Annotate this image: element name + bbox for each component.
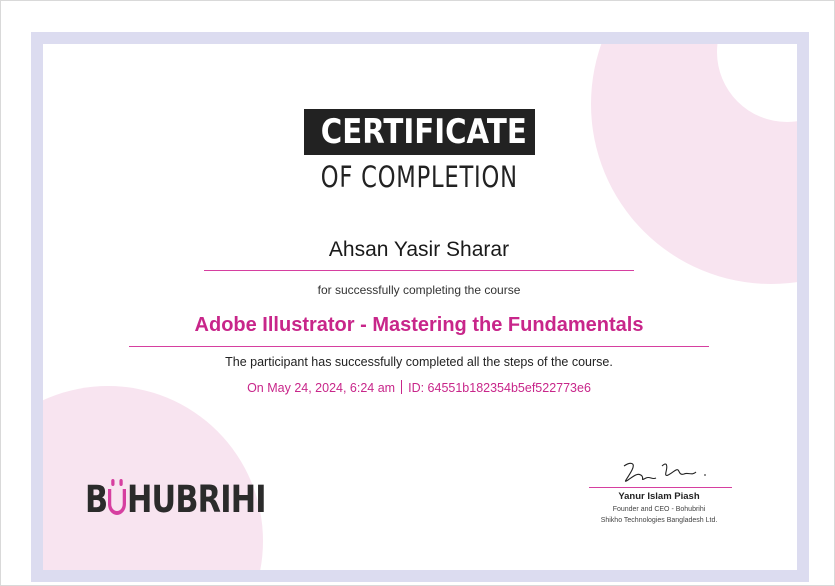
certificate-subtitle — [269, 160, 569, 194]
logo-o-icon — [108, 489, 126, 515]
certificate-title-text: CERTIFICATE — [320, 112, 527, 152]
course-underline — [129, 346, 709, 347]
logo-text-end: HUBRIHI — [126, 478, 266, 521]
signature-icon — [616, 458, 716, 488]
certificate-meta — [129, 380, 709, 395]
course-name: Adobe Illustrator - Mastering the Fundamentals — [194, 314, 644, 336]
certificate-title — [304, 109, 535, 155]
name-underline — [204, 270, 634, 271]
signatory-role: Founder and CEO - Bohubrihi — [612, 506, 706, 513]
certificate-id: ID: 64551b182354b5ef522773e6 — [408, 381, 591, 395]
signature-line — [589, 487, 732, 488]
completion-statement: for successfully completing the course — [317, 283, 521, 297]
recipient-name: Ahsan Yasir Sharar — [328, 238, 510, 261]
bohubrihi-logo — [85, 478, 305, 521]
certificate-sheet — [43, 44, 797, 570]
signatory-organization: Shikho Technologies Bangladesh Ltd. — [600, 517, 718, 524]
signatory-name: Yanur Islam Piash — [618, 491, 700, 502]
meta-separator — [401, 380, 402, 394]
logo-text-start: B — [85, 478, 108, 521]
completion-date: On May 24, 2024, 6:24 am — [247, 381, 396, 395]
certificate-frame — [31, 32, 809, 582]
participant-statement: The participant has successfully completed all the steps of the course. — [225, 355, 613, 369]
certificate-subtitle-text: OF COMPLETION — [320, 160, 518, 194]
